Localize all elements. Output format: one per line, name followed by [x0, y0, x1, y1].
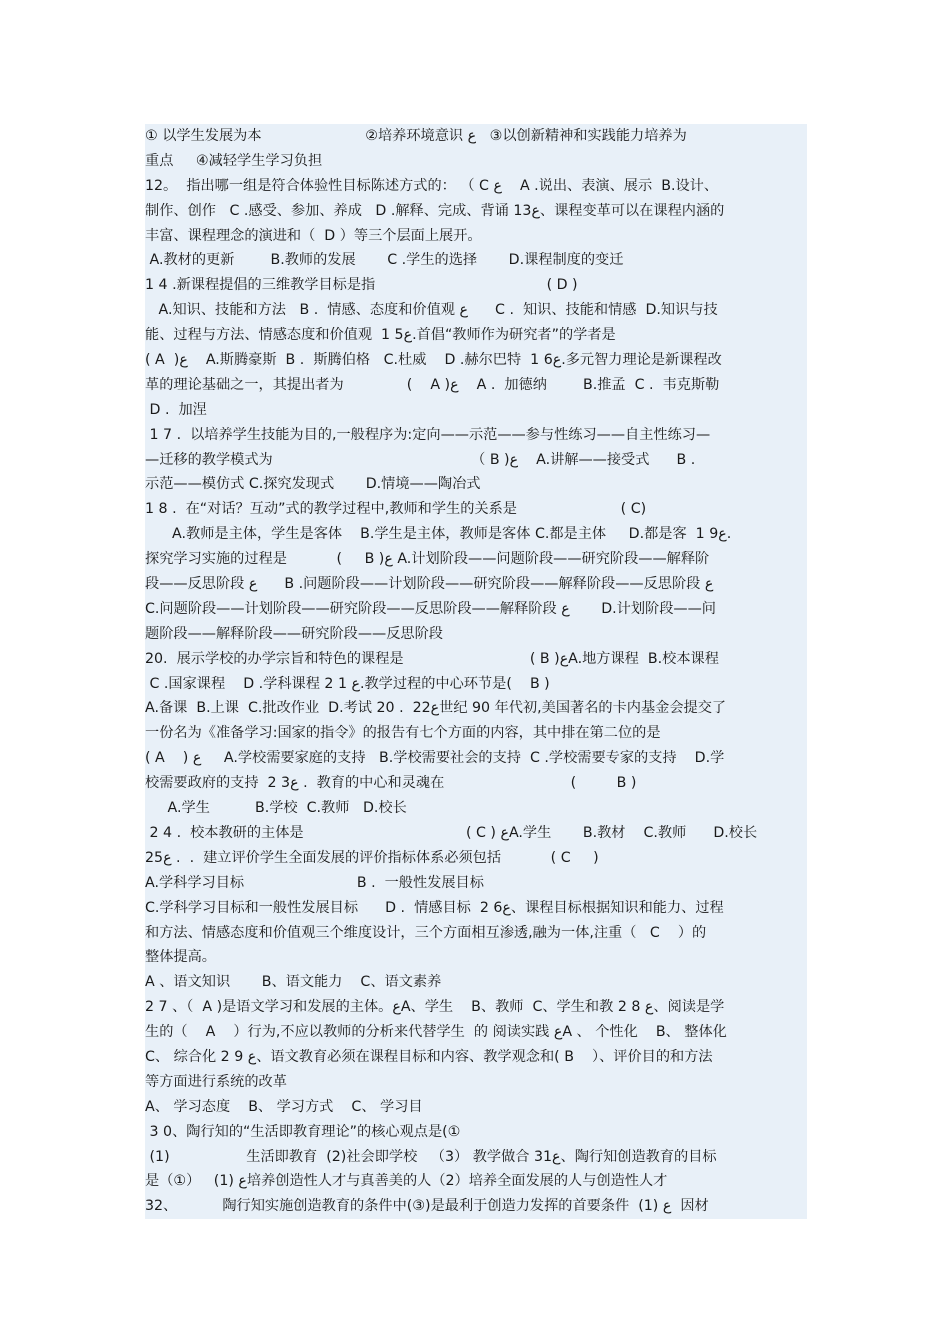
text-line: 和方法、情感态度和价值观三个维度设计，三个方面相互渗透,融为一体,注重（ C ）的: [145, 924, 707, 941]
text-line: ① 以学生发展为本 ②培养环境意识 ﻉ ③以创新精神和实践能力培养为: [145, 128, 687, 144]
text-line: 3 0、陶行知的“生活即教育理论”的核心观点是(①: [145, 1123, 461, 1140]
text-line: 整体提高。: [145, 949, 216, 966]
text-line: A.备课 B.上课 C.批改作业 D.考试 20 . 22ﻉ世纪 90 年代初,美国著名的卡内基金会提交了: [145, 700, 727, 717]
text-line: 是（①） (1) ﻉ培养创造性人才与真善美的人（2）培养全面发展的人与创造性人才: [145, 1173, 668, 1190]
text-line: —迁移的教学模式为 （ B )ﻉ A.讲解——接受式 B .: [145, 451, 696, 468]
text-line: 2 4 . 校本教研的主体是 ( C ) ﻉA.学生 B.教材 C.教师 D.校长: [145, 824, 758, 841]
text-line: C、 综合化 2 9 ﻉ、语文教育必须在课程目标和内容、教学观念和( B ）、评价目的和方法: [145, 1048, 713, 1065]
text-line: (1) 生活即教育 (2)社会即学校 （3） 教学做合 31ﻉ、陶行知创造教育的目标: [145, 1148, 717, 1165]
text-line: 示范——模仿式 C.探究发现式 D.情境——陶冶式: [145, 476, 481, 493]
text-line: 校需要政府的支持 2 3ﻉ . 教育的中心和灵魂在 ( B ): [145, 775, 637, 792]
text-line: ( A ) ﻉ A.学校需要家庭的支持 B.学校需要社会的支持 C .学校需要专家的支持 D.学: [145, 750, 725, 767]
text-line: 题阶段——解释阶段——研究阶段——反思阶段: [145, 625, 443, 642]
text-line: A 、语文知识 B、语文能力 C、语文素养: [145, 974, 442, 991]
text-line: A.知识、技能和方法 B . 情感、态度和价值观 ﻉ C . 知识、技能和情感 D.知识与技: [145, 302, 718, 319]
text-line: 12。 指出哪一组是符合体验性目标陈述方式的： （ C ﻉ A .说出、表演、展示 B.设计、: [145, 177, 719, 194]
text-line: 1 8 . 在“对话？互动”式的教学过程中,教师和学生的关系是 ( C): [145, 501, 647, 518]
text-line: 重点 ④减轻学生学习负担: [145, 152, 323, 169]
text-line: 丰富、课程理念的演进和（ D ）等三个层面上展开。: [145, 227, 482, 244]
text-line: 等方面进行系统的改革: [145, 1073, 287, 1090]
text-line: 革的理论基础之一，其提出者为 ( A )ﻉ A . 加德纳 B.推孟 C . 韦克斯勒: [145, 376, 720, 393]
text-line: 制作、创作 C .感受、参加、养成 D .解释、完成、背诵 13ﻉ、课程变革可以在课程内涵的: [145, 202, 725, 219]
text-line: 1 7 . 以培养学生技能为目的,一般程序为:定向——示范——参与性练习——自主性练习—: [145, 426, 711, 443]
text-line: 1 4 .新课程提倡的三维教学目标是指 ( D ): [145, 277, 578, 294]
text-line: A、 学习态度 B、 学习方式 C、 学习目: [145, 1098, 423, 1115]
text-line: 25ﻉ . . 建立评价学生全面发展的评价指标体系必须包括 ( C ): [145, 849, 599, 866]
text-line: ( A )ﻉ A.斯腾豪斯 B . 斯腾伯格 C.杜威 D .赫尔巴特 1 6ﻉ.多元智力理论是新课程改: [145, 352, 722, 369]
text-line: 20. 展示学校的办学宗旨和特色的课程是 ( B )ﻉA.地方课程 B.校本课程: [145, 650, 719, 667]
document-text-block: [145, 124, 807, 1219]
text-line: C.学科学习目标和一般性发展目标 D . 情感目标 2 6ﻉ、课程目标根据知识和能力、过程: [145, 899, 724, 916]
text-line: A.学生 B.学校 C.教师 D.校长: [145, 800, 407, 817]
text-line: C.问题阶段——计划阶段——研究阶段——反思阶段——解释阶段 ﻉ D.计划阶段——问: [145, 600, 716, 617]
text-line: 一份名为《准备学习:国家的指令》的报告有七个方面的内容，其中排在第二位的是: [145, 725, 661, 742]
text-line: C .国家课程 D .学科课程 2 1 ﻉ.教学过程的中心环节是( B ): [145, 675, 550, 692]
text-line: 生的（ A ）行为,不应以教师的分析来代替学生 的 阅读实践 ﻉA 、 个性化 B、 整体化: [145, 1024, 727, 1041]
text-line: D . 加涅: [145, 401, 207, 418]
text-line: 能、过程与方法、情感态度和价值观 1 5ﻉ.首倡“教师作为研究者”的学者是: [145, 327, 616, 344]
text-line: A.教材的更新 B.教师的发展 C .学生的选择 D.课程制度的变迁: [145, 252, 624, 269]
text-line: A.学科学习目标 B . 一般性发展目标: [145, 874, 484, 891]
text-line: A.教师是主体，学生是客体 B.学生是主体，教师是客体 C.都是主体 D.都是客 1 9ﻉ.: [145, 526, 732, 543]
text-line: 2 7 、（ A )是语文学习和发展的主体。ﻉA、学生 B、教师 C、学生和教 2 8 ﻉ、阅读是学: [145, 999, 725, 1016]
text-line: 段——反思阶段 ﻉ B .问题阶段——计划阶段——研究阶段——解释阶段——反思阶段 ﻉ: [145, 576, 714, 593]
text-line: 探究学习实施的过程是 ( B )ﻉ A.计划阶段——问题阶段——研究阶段——解释阶: [145, 551, 710, 568]
text-line: 32、 陶行知实施创造教育的条件中(③)是最利于创造力发挥的首要条件 (1) ﻉ 因材: [145, 1198, 709, 1215]
